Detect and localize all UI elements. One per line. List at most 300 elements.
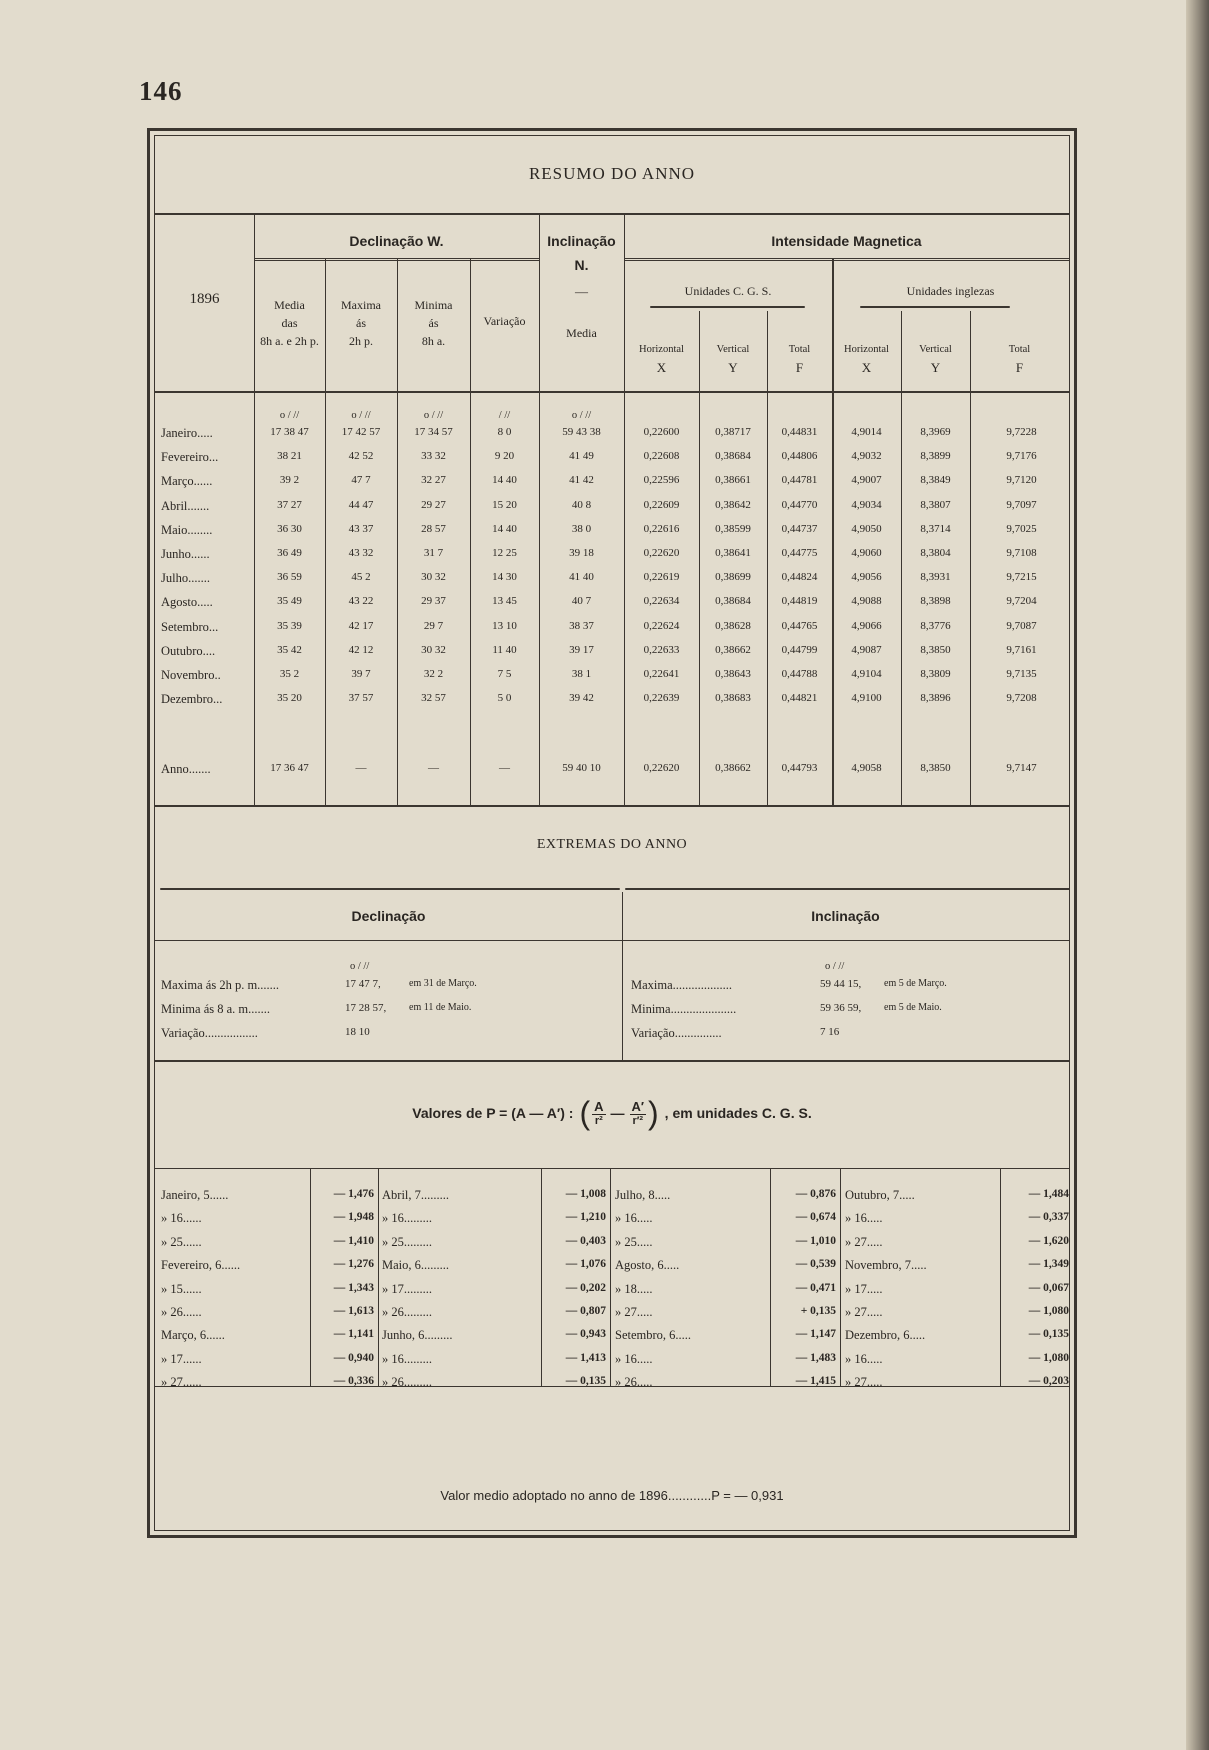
cell-inclinacao: 39 18 (569, 547, 594, 559)
valores-date-label: Outubro, 7..... (845, 1188, 915, 1202)
inglezas-brace-ornament (860, 306, 1010, 308)
cell-h-ing: 4,9066 (851, 619, 882, 632)
cell-t-cgs: 0,44799 (781, 643, 818, 656)
cell-media: 36 49 (277, 547, 302, 559)
valores-value: — 0,135 (565, 1375, 606, 1388)
valores-col-div-4 (610, 1168, 611, 1386)
valores-value: — 1,210 (565, 1211, 606, 1224)
month-label: Anno....... (161, 762, 211, 776)
month-label: Julho....... (161, 571, 210, 586)
cell-maxima: 17 42 57 (341, 426, 381, 438)
valores-date-label: Maio, 6......... (382, 1258, 450, 1273)
cell-h-ing: 4,9032 (851, 450, 882, 463)
cell-variacao: 11 40 (492, 643, 517, 656)
extremas-declinacao-title: Declinação (351, 908, 426, 924)
valores-date-label: Janeiro, 5...... (161, 1188, 229, 1202)
cell-maxima: — (355, 762, 367, 774)
intensidade-header: Intensidade Magnetica (771, 233, 922, 249)
cell-inclinacao: 41 42 (569, 474, 594, 487)
variacao-units: / // (498, 410, 511, 421)
cell-variacao: 8 0 (497, 426, 512, 438)
valores-date-label: » 27...... (161, 1375, 202, 1390)
declinacao-header: Declinação W. (349, 233, 444, 249)
month-label: Fevereiro... (161, 450, 219, 465)
cell-t-cgs: 0,44806 (781, 450, 818, 463)
month-label: Janeiro..... (161, 426, 213, 440)
valores-date-label: » 27..... (845, 1305, 883, 1319)
x-ing-label: X (861, 360, 872, 375)
month-label: Maio........ (161, 522, 213, 537)
cell-minima: 32 2 (423, 668, 444, 680)
valores-date-label: » 17...... (161, 1351, 202, 1366)
cell-t-ing: 9,7097 (1006, 498, 1037, 511)
valores-col-div-3 (541, 1168, 542, 1386)
cell-inclinacao: 59 40 10 (562, 762, 601, 774)
valores-value: — 1,413 (565, 1351, 606, 1364)
cell-t-cgs: 0,44788 (781, 668, 818, 680)
valores-value: — 1,147 (795, 1328, 836, 1341)
cell-t-ing: 9,7176 (1006, 450, 1037, 463)
cell-inclinacao: 39 42 (569, 692, 594, 705)
valores-value: + 0,135 (800, 1305, 836, 1317)
valores-date-label: » 25..... (615, 1234, 653, 1249)
cell-v-ing: 8,3849 (920, 474, 951, 487)
valores-value: — 0,539 (795, 1258, 836, 1271)
cell-maxima: 43 37 (348, 522, 374, 535)
valores-date-label: Novembro, 7..... (845, 1258, 927, 1273)
cell-h-cgs: 0,22619 (643, 571, 680, 584)
cell-minima: 17 34 57 (414, 426, 453, 438)
valores-date-label: » 27..... (845, 1234, 883, 1249)
cell-t-cgs: 0,44821 (781, 692, 818, 705)
cell-v-ing: 8,3896 (920, 692, 951, 705)
extremas-inclinacao-title: Inclinação (811, 908, 880, 924)
valores-date-label: » 26...... (161, 1305, 202, 1319)
valores-col-div-6 (840, 1168, 841, 1386)
y-ing-label: Y (930, 360, 941, 375)
cell-maxima: 42 52 (348, 450, 374, 463)
cell-minima: 31 7 (423, 547, 444, 559)
cell-maxima: 43 32 (348, 547, 374, 559)
cell-t-cgs: 0,44765 (781, 619, 818, 632)
cell-t-ing: 9,7147 (1006, 762, 1037, 774)
frac1-numerator: A (594, 1099, 604, 1114)
cell-maxima: 44 47 (348, 498, 374, 511)
frac2-denominator: r′² (632, 1115, 644, 1127)
extremas-decl-value: 17 47 7, (345, 978, 381, 990)
unidades-cgs-header: Unidades C. G. S. (684, 284, 772, 298)
cell-t-cgs: 0,44824 (781, 571, 818, 584)
title-divider (155, 213, 1069, 215)
valores-value: — 1,080 (1028, 1351, 1069, 1364)
valores-date-label: » 27..... (615, 1305, 653, 1319)
valores-value: — 1,483 (795, 1351, 836, 1364)
cell-v-cgs: 0,38684 (715, 595, 751, 608)
month-label: Dezembro... (161, 692, 223, 707)
extremas-incl-date: em 5 de Maio. (884, 1002, 942, 1013)
cell-h-cgs: 0,22608 (643, 450, 680, 463)
cell-maxima: 37 57 (348, 692, 374, 705)
cell-t-ing: 9,7135 (1006, 668, 1037, 680)
extremas-bottom-rule (155, 1060, 1069, 1062)
month-label: Março...... (161, 474, 213, 489)
extremas-decl-label: Variação................. (161, 1026, 258, 1040)
valores-value: — 0,135 (1028, 1328, 1069, 1341)
cell-t-cgs: 0,44819 (781, 595, 818, 608)
valor-medio-footer: Valor medio adoptado no anno de 1896............P = — 0,931 (440, 1488, 784, 1503)
extremas-incl-date: em 5 de Março. (884, 978, 947, 989)
inclinacao-dash: — (575, 284, 588, 299)
month-label: Setembro... (161, 619, 219, 634)
cell-variacao: 9 20 (494, 450, 515, 463)
extremas-decl-value: 17 28 57, (345, 1002, 387, 1014)
cell-v-cgs: 0,38683 (715, 692, 751, 705)
cell-h-ing: 4,9087 (851, 643, 882, 656)
frac2-numerator: A′ (631, 1099, 645, 1114)
extremas-incl-label: Maxima................... (631, 978, 733, 992)
extremas-title: EXTREMAS DO ANNO (536, 837, 688, 852)
valores-value: — 0,807 (565, 1305, 606, 1317)
cell-v-cgs: 0,38717 (715, 426, 751, 438)
cell-v-ing: 8,3714 (920, 522, 951, 535)
valores-date-label: » 15...... (161, 1281, 202, 1296)
y-cgs-label: Y (728, 360, 738, 375)
vertical-ing-header (901, 341, 970, 377)
cell-inclinacao: 41 49 (569, 450, 594, 463)
valores-date-label: » 26......... (382, 1375, 432, 1390)
cell-t-ing: 9,7228 (1006, 426, 1037, 438)
cell-v-cgs: 0,38628 (715, 619, 751, 632)
cell-t-ing: 9,7025 (1006, 522, 1037, 535)
frac1-denominator: r² (594, 1115, 603, 1127)
total-ing-header (970, 341, 1069, 377)
valores-date-label: » 25...... (161, 1234, 202, 1249)
header-bottom-rule (155, 391, 1069, 393)
valores-date-label: Junho, 6......... (382, 1328, 453, 1343)
fraction-a-over-r2 (592, 1099, 605, 1127)
valores-date-label: » 17......... (382, 1281, 432, 1296)
cell-media: 36 59 (277, 571, 302, 584)
cell-v-ing: 8,3807 (920, 498, 951, 511)
cell-h-ing: 4,9088 (851, 595, 882, 608)
valores-col-div-7 (1000, 1168, 1001, 1386)
cell-v-cgs: 0,38699 (715, 571, 751, 584)
cell-h-ing: 4,9034 (851, 498, 882, 511)
cell-minima: 29 27 (421, 498, 446, 511)
valores-date-label: » 26..... (615, 1375, 653, 1390)
valores-value: — 1,141 (333, 1328, 374, 1341)
cell-h-ing: 4,9007 (851, 474, 882, 487)
horizontal-ing-label: Horizontal (844, 344, 889, 355)
valores-date-label: » 27..... (845, 1375, 883, 1390)
cell-h-ing: 4,9060 (851, 547, 882, 559)
cell-h-cgs: 0,22620 (643, 762, 680, 774)
cell-variacao: 15 20 (492, 498, 517, 511)
page-number: 146 (139, 76, 183, 106)
valores-value: — 0,403 (565, 1234, 606, 1247)
summary-table-inner (154, 135, 1070, 1531)
minima-header-line3: 8h a. (421, 334, 446, 348)
extremas-decl-date: em 11 de Maio. (409, 1002, 472, 1013)
cell-variacao: 14 40 (492, 522, 517, 535)
cell-v-ing: 8,3850 (920, 643, 951, 656)
valores-date-label: Março, 6...... (161, 1328, 225, 1343)
cell-inclinacao: 41 40 (569, 571, 594, 584)
cell-maxima: 42 17 (348, 619, 374, 632)
f-cgs-label: F (795, 360, 804, 375)
fraction-a-prime-over-r-prime2 (630, 1099, 647, 1127)
valores-col-div-1 (310, 1168, 311, 1386)
cell-h-cgs: 0,22620 (643, 547, 680, 559)
cell-v-ing: 8,3776 (920, 619, 951, 632)
cell-t-ing: 9,7204 (1006, 595, 1037, 608)
minima-header-line2: ás (428, 316, 439, 330)
cell-h-cgs: 0,22634 (643, 595, 680, 608)
valores-bottom-rule (155, 1386, 1069, 1387)
valores-date-label: » 26......... (382, 1305, 432, 1319)
unidades-inglezas-header: Unidades inglezas (906, 284, 995, 298)
cell-minima: 32 27 (421, 474, 446, 487)
total-ing-label: Total (1008, 344, 1031, 355)
cell-media: 17 36 47 (270, 762, 309, 774)
cell-minima: 29 7 (423, 619, 444, 632)
valores-date-label: Julho, 8..... (615, 1188, 671, 1202)
cell-media: 35 39 (277, 619, 302, 632)
valores-value: — 1,343 (333, 1281, 374, 1294)
inclinacao-media-header: Media (566, 326, 597, 340)
valores-date-label: » 16...... (161, 1211, 202, 1226)
valores-value: — 0,876 (795, 1188, 836, 1200)
valores-date-label: » 16......... (382, 1211, 432, 1226)
cell-t-cgs: 0,44770 (781, 498, 818, 511)
cell-minima: 32 57 (421, 692, 446, 705)
extremas-decl-label: Minima ás 8 a. m....... (161, 1002, 271, 1016)
cell-v-ing: 8,3804 (920, 547, 951, 559)
valores-value: — 1,620 (1028, 1234, 1069, 1247)
month-label: Agosto..... (161, 595, 213, 610)
cell-minima: 30 32 (421, 643, 446, 656)
cell-variacao: 12 25 (492, 547, 517, 559)
horizontal-cgs-label: Horizontal (639, 344, 684, 355)
extremas-incl-value: 59 44 15, (820, 978, 862, 990)
cell-maxima: 42 12 (348, 643, 374, 656)
f-ing-label: F (1015, 360, 1024, 375)
cell-t-cgs: 0,44737 (781, 522, 818, 535)
valores-value: — 0,943 (565, 1328, 606, 1341)
cell-t-cgs: 0,44831 (781, 426, 818, 438)
extremas-right-ornament (625, 888, 1070, 890)
media-header (254, 296, 325, 350)
valores-date-label: » 16......... (382, 1351, 432, 1366)
cell-v-cgs: 0,38642 (715, 498, 751, 511)
cell-v-cgs: 0,38662 (715, 643, 751, 656)
cell-inclinacao: 40 8 (571, 498, 592, 511)
cell-media: 36 30 (277, 522, 302, 535)
cell-h-cgs: 0,22600 (643, 426, 680, 438)
cell-h-cgs: 0,22609 (643, 498, 680, 511)
cell-t-ing: 9,7161 (1006, 643, 1037, 656)
valores-value: — 0,203 (1028, 1375, 1069, 1388)
cell-media: 37 27 (277, 498, 302, 511)
cell-media: 17 38 47 (270, 426, 309, 438)
cell-t-cgs: 0,44775 (781, 547, 818, 559)
cell-variacao: 7 5 (497, 668, 512, 680)
cell-v-cgs: 0,38684 (715, 450, 751, 463)
cell-inclinacao: 38 1 (571, 668, 592, 680)
inclinacao-header-1: Inclinação (547, 233, 616, 249)
valores-date-label: » 16..... (615, 1351, 653, 1366)
valores-value: — 1,613 (333, 1305, 374, 1317)
cell-media: 35 42 (277, 643, 302, 656)
cell-minima: 30 32 (421, 571, 446, 584)
paren-open: ( (579, 1094, 591, 1131)
valores-title (155, 1091, 1069, 1135)
valores-title-pre: Valores de P = (A — A′) : (412, 1105, 574, 1121)
month-label: Outubro.... (161, 643, 216, 658)
extremas-incl-label: Variação............... (631, 1026, 722, 1040)
extremas-incl-value: 59 36 59, (820, 1002, 862, 1014)
cell-h-cgs: 0,22639 (643, 692, 680, 705)
maxima-header (325, 296, 397, 350)
extremas-decl-date: em 31 de Março. (409, 978, 477, 989)
cell-h-cgs: 0,22641 (643, 668, 680, 680)
cell-v-ing: 8,3931 (920, 571, 951, 584)
cell-inclinacao: 39 17 (569, 643, 594, 656)
cell-maxima: 47 7 (351, 474, 371, 487)
valores-value: — 0,337 (1028, 1211, 1069, 1224)
cell-inclinacao: 40 7 (571, 595, 592, 608)
fraction-minus: — (610, 1105, 625, 1121)
declinacao-header-rule (254, 258, 539, 261)
cell-v-ing: 8,3899 (920, 450, 951, 463)
month-label: Abril....... (161, 498, 210, 513)
valores-value: — 1,080 (1028, 1305, 1069, 1317)
cell-maxima: 45 2 (351, 571, 371, 584)
cell-h-ing: 4,9056 (851, 571, 882, 584)
maxima-units: o / // (351, 410, 371, 421)
cell-h-cgs: 0,22616 (643, 522, 680, 535)
cell-t-cgs: 0,44781 (781, 474, 818, 487)
cell-h-cgs: 0,22596 (643, 474, 680, 487)
cell-v-cgs: 0,38661 (715, 474, 751, 487)
media-header-line3: 8h a. e 2h p. (260, 334, 319, 348)
cell-media: 35 49 (277, 595, 302, 608)
valores-title-post: , em unidades C. G. S. (664, 1105, 812, 1121)
valores-value: — 0,674 (795, 1211, 836, 1224)
valores-date-label: » 16..... (845, 1351, 883, 1366)
extremas-incl-label: Minima..................... (631, 1002, 737, 1016)
extremas-decl-units: o / // (350, 961, 370, 972)
media-header-line2: das (281, 316, 298, 330)
extremas-left-ornament (160, 888, 620, 890)
cell-h-ing: 4,9058 (851, 762, 882, 774)
cell-v-ing: 8,3809 (920, 668, 951, 680)
valores-value: — 1,410 (333, 1234, 374, 1247)
valores-date-label: » 18..... (615, 1281, 653, 1296)
cell-media: 35 2 (279, 668, 300, 680)
maxima-header-line3: 2h p. (349, 334, 373, 348)
valores-date-label: Abril, 7......... (382, 1188, 450, 1202)
cell-variacao: — (499, 762, 510, 774)
month-label: Novembro.. (161, 668, 221, 682)
cell-media: 39 2 (279, 474, 300, 487)
cell-t-ing: 9,7208 (1006, 692, 1037, 705)
cell-v-cgs: 0,38599 (715, 522, 751, 535)
paren-close: ) (648, 1094, 659, 1131)
valores-value: — 0,940 (333, 1351, 374, 1364)
cgs-brace-ornament (650, 306, 805, 308)
cell-t-ing: 9,7087 (1006, 619, 1037, 632)
valores-value: — 0,067 (1028, 1281, 1069, 1294)
cell-media: 38 21 (277, 450, 302, 463)
valores-value: — 0,336 (333, 1375, 374, 1388)
valores-value: — 0,471 (795, 1281, 836, 1294)
minima-units: o / // (423, 410, 444, 421)
valores-date-label: » 16..... (845, 1211, 883, 1226)
cell-v-cgs: 0,38662 (715, 762, 751, 774)
month-label: Junho...... (161, 547, 210, 561)
extremas-incl-units: o / // (825, 961, 845, 972)
vertical-ing-label: Vertical (919, 344, 952, 355)
cell-t-ing: 9,7215 (1006, 571, 1037, 584)
cell-v-ing: 8,3850 (920, 762, 951, 774)
extremas-incl-value: 7 16 (820, 1026, 840, 1038)
valores-date-label: » 25......... (382, 1234, 432, 1249)
cell-t-cgs: 0,44793 (781, 762, 818, 774)
valores-date-label: Agosto, 6..... (615, 1258, 680, 1273)
media-header-line1: Media (274, 298, 305, 312)
total-cgs-header (767, 341, 832, 377)
intensidade-header-rule (624, 258, 1069, 261)
valores-value: — 1,948 (333, 1211, 374, 1224)
cell-maxima: 43 22 (348, 595, 374, 608)
cell-minima: 29 37 (421, 595, 446, 608)
valores-top-rule (155, 1168, 1069, 1169)
cell-inclinacao: 59 43 38 (562, 426, 601, 438)
cell-minima: — (428, 762, 439, 774)
valores-value: — 1,008 (565, 1188, 606, 1200)
cell-minima: 33 32 (421, 450, 446, 463)
cell-v-ing: 8,3969 (920, 426, 951, 438)
horizontal-ing-header (832, 341, 901, 377)
table-bottom-rule (155, 805, 1069, 807)
minima-header (397, 296, 470, 350)
horizontal-cgs-header (624, 341, 699, 377)
valores-value: — 1,415 (795, 1375, 836, 1388)
total-cgs-label: Total (788, 344, 811, 355)
cell-variacao: 13 45 (492, 595, 517, 608)
incl-title-rule (622, 940, 1069, 941)
cell-t-ing: 9,7120 (1006, 474, 1037, 487)
cell-v-ing: 8,3898 (920, 595, 951, 608)
valores-date-label: » 16..... (615, 1211, 653, 1226)
vertical-cgs-header (699, 341, 767, 377)
valores-value: — 1,010 (795, 1234, 836, 1247)
cell-variacao: 5 0 (497, 692, 512, 705)
extremas-decl-label: Maxima ás 2h p. m....... (161, 978, 280, 992)
valores-value: — 1,484 (1028, 1188, 1069, 1200)
cell-inclinacao: 38 0 (571, 522, 592, 535)
maxima-header-line2: ás (356, 316, 366, 330)
cell-minima: 28 57 (421, 522, 446, 535)
cell-h-ing: 4,9100 (851, 692, 882, 705)
minima-header-line1: Minima (414, 298, 453, 312)
cell-h-ing: 4,9104 (851, 668, 882, 680)
valores-value: — 1,476 (333, 1188, 374, 1200)
cell-h-ing: 4,9014 (851, 426, 882, 438)
valores-value: — 1,349 (1028, 1258, 1069, 1271)
valores-value: — 1,276 (333, 1258, 374, 1271)
